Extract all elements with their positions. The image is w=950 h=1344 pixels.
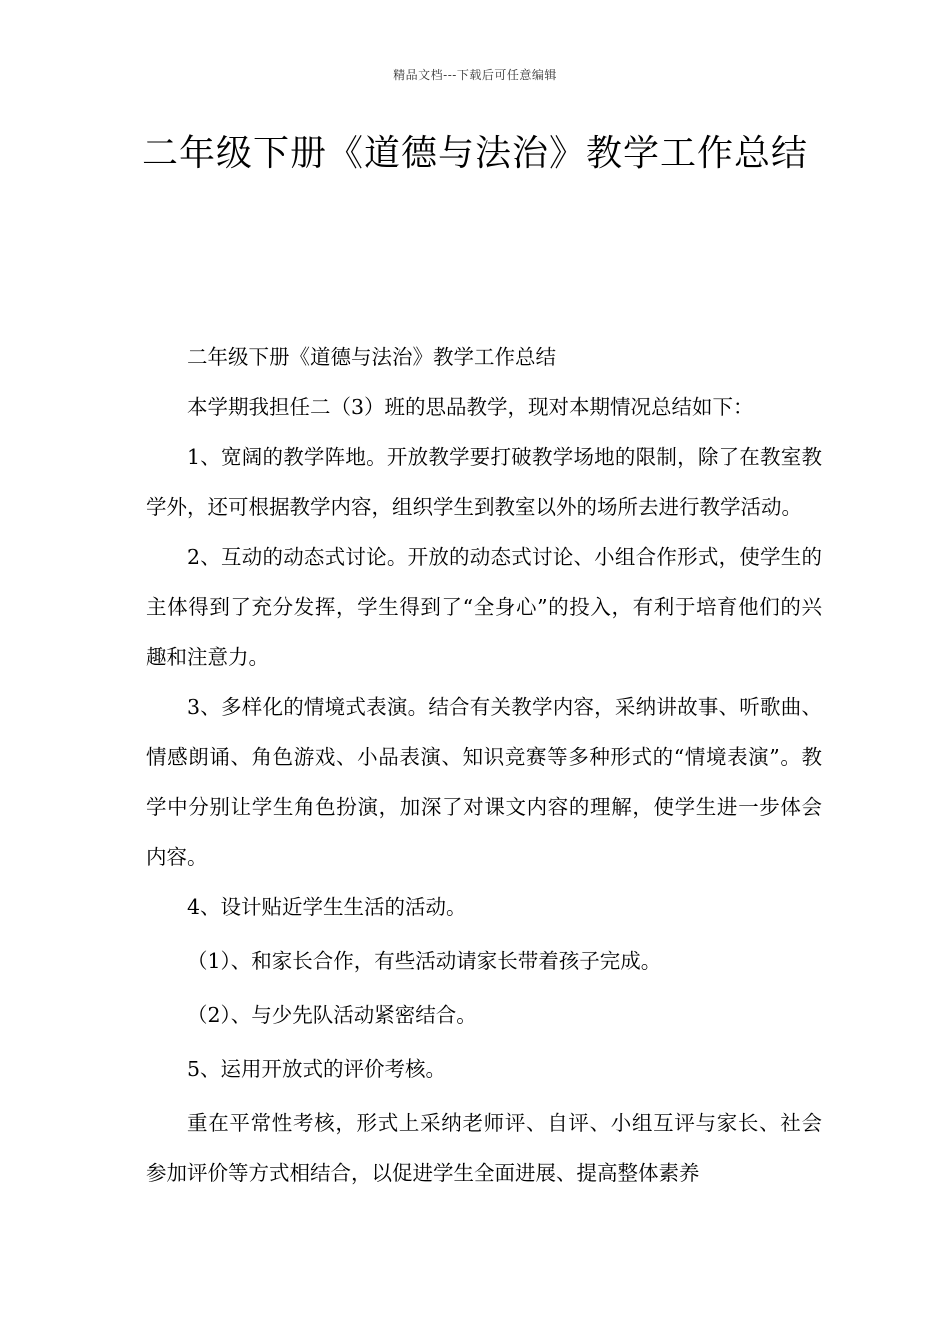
document-title: 二年级下册《道德与法治》教学工作总结 [141,133,808,174]
paragraph-item-5: 5、运用开放式的评价考核。 [187,1057,447,1081]
paragraph-sub-item-1: （1）、和家长合作，有些活动请家长带着孩子完成。 [187,949,662,973]
paragraph-item-3: 3、多样化的情境式表演。结合有关教学内容，采纳讲故事、听歌曲、情感朗诵、角色游戏、小品表演、知识竞赛等多种形式的“情境表演”。教学中分别让学生角色扮演，加深了对课文内容的理解，使学生进一步体会内容。 [146,695,822,869]
paragraph-item-2: 2、互动的动态式讨论。开放的动态式讨论、小组合作形式，使学生的主体得到了充分发挥，学生得到了“全身心”的投入，有利于培育他们的兴趣和注意力。 [146,545,822,669]
paragraph-item-1: 1、宽阔的教学阵地。开放教学要打破教学场地的限制，除了在教室教学外，还可根据教学内容，组织学生到教室以外的场所去进行教学活动。 [146,445,822,519]
document-body [146,332,822,1198]
paragraph-subtitle: 二年级下册《道德与法治》教学工作总结 [187,345,556,369]
paragraph-evaluation: 重在平常性考核，形式上采纳老师评、自评、小组互评与家长、社会参加评价等方式相结合，以促进学生全面进展、提高整体素养 [146,1111,822,1185]
paragraph-item-4: 4、设计贴近学生生活的活动。 [187,895,467,919]
header-note: 精品文档---下载后可任意编辑 [393,68,557,82]
paragraph-sub-item-2: （2）、与少先队活动紧密结合。 [187,1003,477,1027]
paragraph-intro: 本学期我担任二（3）班的思品教学，现对本期情况总结如下： [187,395,754,419]
